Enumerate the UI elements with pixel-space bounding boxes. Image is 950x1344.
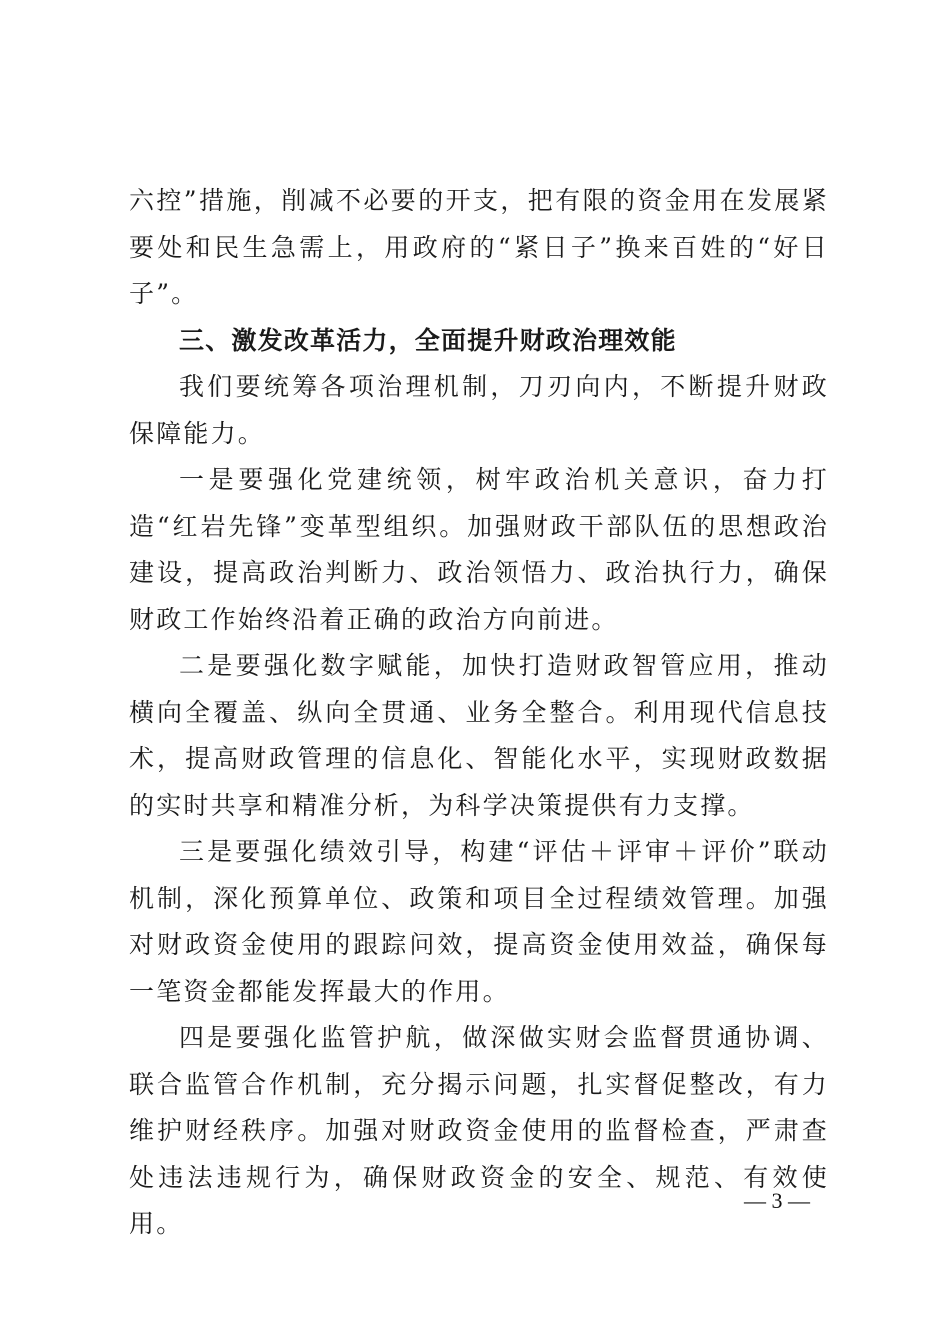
document-body <box>129 178 829 1248</box>
paragraph-performance-guidance: 三是要强化绩效引导，构建“评估＋评审＋评价”联动机制，深化预算单位、政策和项目全过程绩效管理。加强对财政资金使用的跟踪问效，提高资金使用效益，确保每一笔资金都能发挥最大的作用。 <box>129 837 829 1006</box>
page-number: — 3 — <box>744 1188 810 1213</box>
paragraph-digital-empowerment: 二是要强化数字赋能，加快打造财政智管应用，推动横向全覆盖、纵向全贯通、业务全整合。利用现代信息技术，提高财政管理的信息化、智能化水平，实现财政数据的实时共享和精准分析，为科学决策提供有力支撑。 <box>129 651 829 820</box>
paragraph-supervision: 四是要强化监管护航，做深做实财会监督贯通协调、联合监管合作机制，充分揭示问题，扎实督促整改，有力维护财经秩序。加强对财政资金使用的监督检查，严肃查处违法违规行为，确保财政资金的安全、规范、有效使用。 <box>129 1023 829 1238</box>
section-heading-three: 三、激发改革活力，全面提升财政治理效能 <box>179 325 677 355</box>
paragraph-intro: 我们要统筹各项治理机制，刀刃向内，不断提升财政保障能力。 <box>129 372 829 448</box>
paragraph-party-building: 一是要强化党建统领，树牢政治机关意识，奋力打造“红岩先锋”变革型组织。加强财政干部队伍的思想政治建设，提高政治判断力、政治领悟力、政治执行力，确保财政工作始终沿着正确的政治方向前进。 <box>129 465 829 634</box>
paragraph-continuation: 六控”措施，削减不必要的开支，把有限的资金用在发展紧要处和民生急需上，用政府的“紧日子”换来百姓的“好日子”。 <box>129 186 829 308</box>
